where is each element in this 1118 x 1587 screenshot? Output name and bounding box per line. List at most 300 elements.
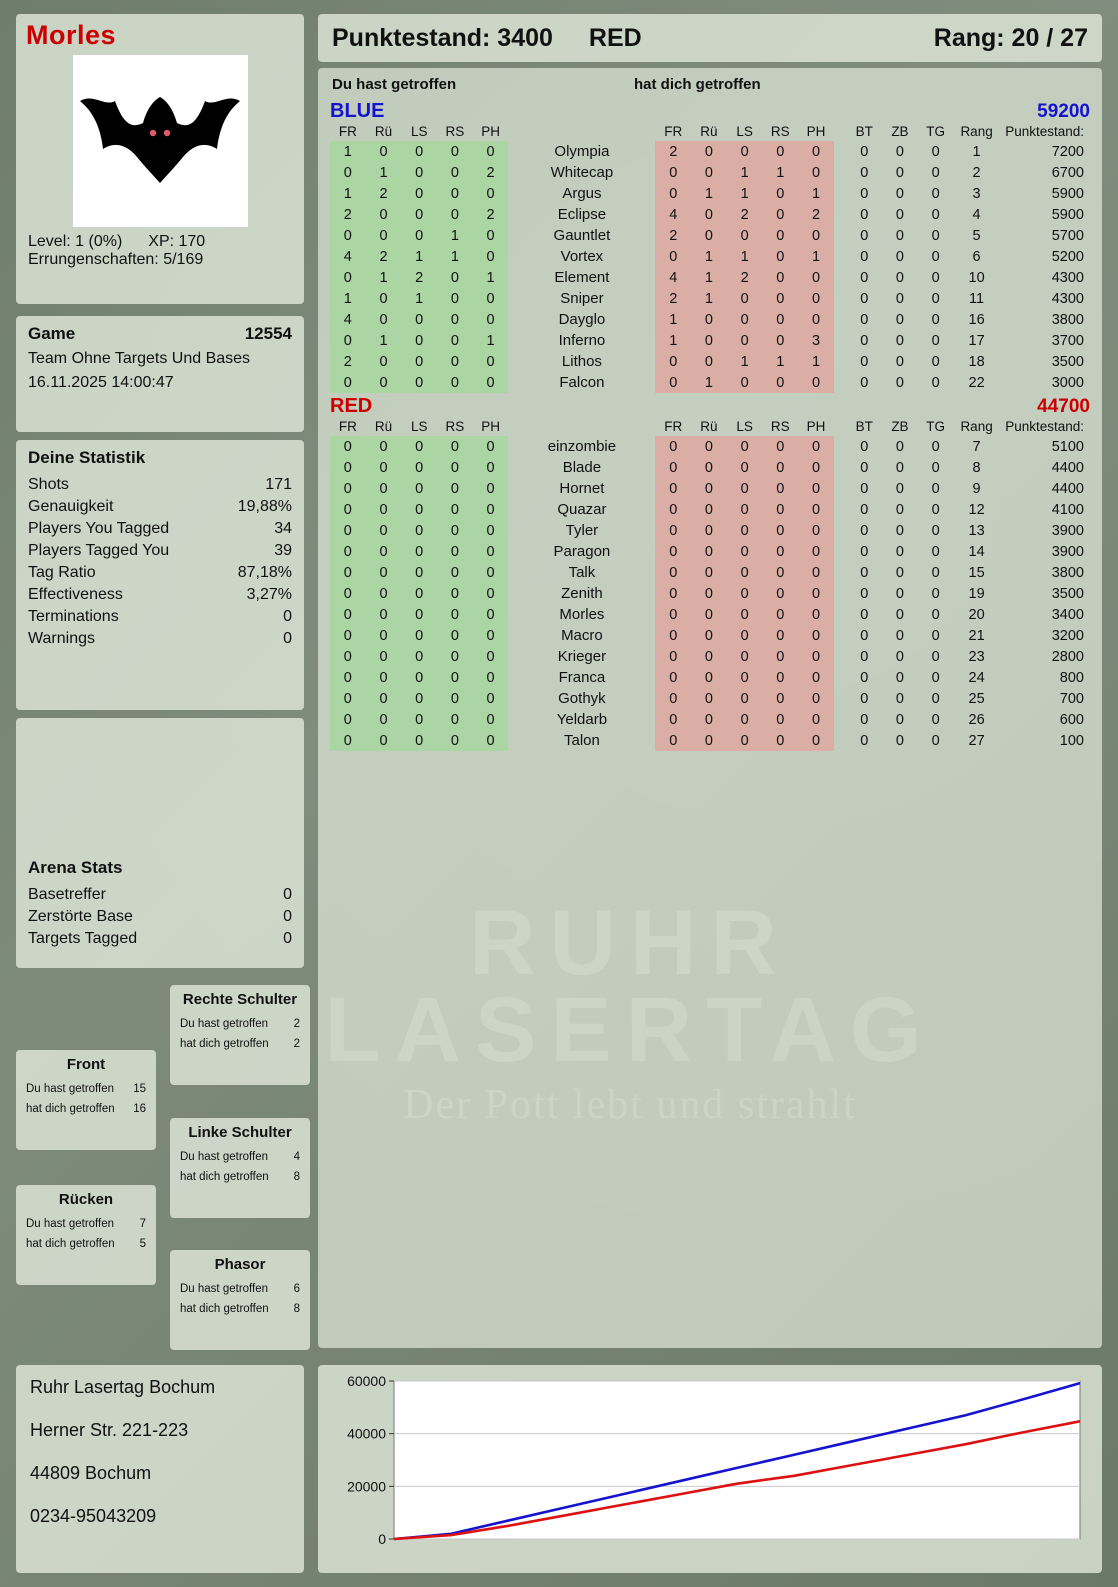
stat-row: [28, 496, 292, 518]
cell-hit-by-you: 0: [366, 141, 402, 162]
cell-hit-you: 0: [798, 709, 834, 730]
col-header-name: [508, 418, 655, 436]
zone-back-got-value: 5: [139, 1238, 146, 1250]
cell-hit-by-you: 0: [366, 604, 402, 625]
cell-hit-by-you: 1: [330, 183, 366, 204]
cell-gap: [834, 520, 847, 541]
cell-hit-you: 0: [691, 583, 727, 604]
cell-rank: 7: [972, 438, 981, 455]
cell-player-name: Olympia: [554, 143, 610, 160]
cell-extra: 0: [931, 374, 940, 391]
cell-extra: 0: [895, 690, 904, 707]
cell-hit-by-you: 0: [330, 267, 366, 288]
col-header: Punktestand:: [1005, 419, 1084, 434]
table-row: [330, 562, 1090, 583]
cell-hit-by-you: 0: [330, 730, 366, 751]
venue-address: [16, 1365, 304, 1573]
cell-hit-you: 0: [691, 541, 727, 562]
cell-hit-by-you: 0: [437, 478, 473, 499]
cell-hit-by-you: 0: [330, 604, 366, 625]
cell-hit-you: 0: [762, 372, 798, 393]
cell-hit-by-you: 0: [473, 457, 509, 478]
cell-hit-by-you: 0: [473, 688, 509, 709]
col-gap: [834, 123, 847, 141]
cell-gap: [834, 562, 847, 583]
cell-hit-you: 0: [727, 688, 763, 709]
cell-extra: 0: [895, 501, 904, 518]
cell-hit-you: 0: [727, 141, 763, 162]
table-row: [330, 246, 1090, 267]
cell-hit-you: 0: [762, 267, 798, 288]
cell-hit-you: 0: [655, 709, 691, 730]
cell-hit-by-you: 1: [473, 267, 509, 288]
stat-value: 0: [283, 908, 292, 925]
cell-extra: 0: [895, 269, 904, 286]
cell-hit-you: 0: [762, 246, 798, 267]
cell-player-name: Whitecap: [550, 164, 614, 181]
col-header: LS: [410, 419, 428, 434]
cell-extra: 0: [931, 459, 940, 476]
cell-hit-you: 2: [798, 204, 834, 225]
cell-hit-by-you: 0: [473, 625, 509, 646]
cell-hit-by-you: 0: [401, 520, 437, 541]
cell-hit-by-you: 0: [330, 520, 366, 541]
col-header: LS: [736, 124, 753, 139]
cell-hit-by-you: 2: [473, 162, 509, 183]
col-gap: [834, 418, 847, 436]
cell-points: 700: [1059, 690, 1084, 707]
game-id: 12554: [244, 324, 292, 343]
zone-front-got-value: 16: [133, 1103, 146, 1115]
cell-hit-by-you: 0: [437, 709, 473, 730]
col-header: PH: [806, 124, 826, 139]
cell-hit-you: 0: [798, 141, 834, 162]
stat-row: [28, 584, 292, 606]
cell-hit-by-you: 0: [366, 667, 402, 688]
cell-extra: 0: [895, 585, 904, 602]
cell-hit-you: 0: [655, 457, 691, 478]
cell-hit-you: 0: [655, 246, 691, 267]
cell-hit-you: 1: [691, 267, 727, 288]
zone-ls-title: Linke Schulter: [188, 1124, 292, 1141]
player-achievements: Errungenschaften: 5/169: [28, 251, 204, 268]
cell-hit-you: 0: [727, 583, 763, 604]
cell-player-name: Tyler: [565, 522, 599, 539]
cell-extra: 0: [931, 311, 940, 328]
cell-hit-by-you: 0: [401, 499, 437, 520]
cell-extra: 0: [895, 185, 904, 202]
cell-extra: 0: [860, 627, 869, 644]
cell-player-name: Falcon: [559, 374, 605, 391]
cell-player-name: Zenith: [561, 585, 603, 602]
zone-back-got-label: hat dich getroffen: [26, 1238, 115, 1250]
zone-ls-hit: [178, 1147, 302, 1167]
cell-points: 800: [1059, 669, 1084, 686]
cell-hit-by-you: 0: [473, 478, 509, 499]
cell-hit-by-you: 0: [437, 457, 473, 478]
cell-points: 3900: [1051, 522, 1084, 539]
cell-extra: 0: [931, 690, 940, 707]
cell-hit-you: 0: [655, 604, 691, 625]
col-header: TG: [926, 124, 946, 139]
zone-front-got-label: hat dich getroffen: [26, 1103, 115, 1115]
col-header: BT: [855, 124, 873, 139]
cell-extra: 0: [860, 501, 869, 518]
zone-back-hit-value: 7: [139, 1218, 146, 1230]
cell-extra: 0: [931, 185, 940, 202]
cell-extra: 0: [931, 290, 940, 307]
cell-gap: [834, 288, 847, 309]
cell-hit-you: 0: [655, 162, 691, 183]
cell-hit-by-you: 1: [401, 288, 437, 309]
score-progress-chart: [318, 1365, 1102, 1573]
cell-extra: 0: [860, 732, 869, 749]
cell-hit-you: 0: [762, 457, 798, 478]
cell-hit-by-you: 0: [401, 604, 437, 625]
zone-front-title: Front: [66, 1056, 106, 1073]
cell-player-name: Paragon: [553, 543, 611, 560]
col-header: PH: [806, 419, 826, 434]
cell-hit-you: 0: [691, 625, 727, 646]
cell-hit-you: 0: [798, 288, 834, 309]
cell-extra: 0: [931, 143, 940, 160]
cell-hit-by-you: 0: [401, 457, 437, 478]
col-header: RS: [445, 419, 465, 434]
col-header: ZB: [891, 419, 909, 434]
cell-hit-by-you: 0: [437, 499, 473, 520]
cell-hit-you: 0: [762, 562, 798, 583]
cell-hit-you: 0: [798, 520, 834, 541]
cell-extra: 0: [860, 459, 869, 476]
zone-rs-hit-label: Du hast getroffen: [180, 1018, 269, 1030]
table-row: [330, 225, 1090, 246]
game-card: [16, 316, 304, 432]
cell-hit-you: 0: [798, 309, 834, 330]
zone-front: [16, 1050, 156, 1150]
cell-hit-by-you: 0: [366, 478, 402, 499]
arena-row: [28, 928, 292, 950]
stat-row: [28, 562, 292, 584]
zone-back-got: [24, 1234, 148, 1254]
cell-hit-by-you: 0: [473, 541, 509, 562]
cell-hit-by-you: 0: [437, 688, 473, 709]
cell-hit-by-you: 0: [473, 646, 509, 667]
cell-extra: 0: [860, 353, 869, 370]
score-bar: [318, 14, 1102, 62]
stat-value: 87,18%: [237, 564, 292, 581]
cell-hit-you: 0: [762, 541, 798, 562]
cell-hit-you: 0: [727, 625, 763, 646]
cell-hit-by-you: 2: [330, 351, 366, 372]
cell-hit-by-you: 0: [401, 225, 437, 246]
team-score: 59200: [1037, 101, 1090, 122]
cell-player-name: Yeldarb: [556, 711, 608, 728]
cell-hit-you: 0: [655, 688, 691, 709]
cell-player-name: einzombie: [547, 438, 617, 455]
cell-points: 5100: [1051, 438, 1084, 455]
zone-front-hit-label: Du hast getroffen: [26, 1083, 115, 1095]
table-header-row: [330, 123, 1090, 141]
cell-hit-you: 1: [798, 246, 834, 267]
stat-row: [28, 540, 292, 562]
cell-hit-you: 0: [727, 436, 763, 457]
cell-hit-you: 3: [798, 330, 834, 351]
cell-extra: 0: [895, 374, 904, 391]
cell-player-name: Quazar: [557, 501, 607, 518]
cell-hit-you: 0: [798, 478, 834, 499]
col-header: Rü: [700, 124, 718, 139]
col-header: RS: [770, 419, 790, 434]
cell-hit-by-you: 0: [366, 499, 402, 520]
cell-hit-you: 1: [691, 288, 727, 309]
zone-ph-got: [178, 1299, 302, 1319]
cell-gap: [834, 604, 847, 625]
cell-points: 3900: [1051, 543, 1084, 560]
cell-hit-by-you: 0: [473, 604, 509, 625]
cell-hit-by-you: 0: [473, 667, 509, 688]
cell-points: 4300: [1051, 290, 1084, 307]
cell-hit-you: 0: [727, 709, 763, 730]
cell-points: 4100: [1051, 501, 1084, 518]
cell-hit-by-you: 0: [330, 436, 366, 457]
cell-hit-you: 0: [691, 499, 727, 520]
cell-hit-you: 2: [655, 225, 691, 246]
cell-hit-you: 0: [798, 583, 834, 604]
cell-extra: 0: [860, 480, 869, 497]
cell-extra: 0: [860, 585, 869, 602]
cell-hit-by-you: 0: [366, 625, 402, 646]
col-header: RS: [770, 124, 790, 139]
cell-extra: 0: [860, 206, 869, 223]
cell-hit-you: 0: [655, 541, 691, 562]
stat-value: 39: [274, 542, 292, 559]
cell-hit-you: 0: [655, 436, 691, 457]
cell-hit-by-you: 0: [330, 372, 366, 393]
cell-hit-you: 0: [727, 520, 763, 541]
arena-row: [28, 884, 292, 906]
cell-hit-you: 0: [762, 688, 798, 709]
cell-extra: 0: [860, 227, 869, 244]
col-header: Rang: [960, 419, 993, 434]
cell-points: 5900: [1051, 185, 1084, 202]
cell-hit-you: 0: [727, 562, 763, 583]
cell-hit-you: 4: [655, 204, 691, 225]
cell-hit-by-you: 0: [473, 351, 509, 372]
cell-points: 7200: [1051, 143, 1084, 160]
cell-extra: 0: [931, 669, 940, 686]
zone-front-hit: [24, 1079, 148, 1099]
cell-player-name: Macro: [561, 627, 603, 644]
cell-gap: [834, 330, 847, 351]
cell-hit-by-you: 2: [366, 183, 402, 204]
cell-hit-you: 0: [798, 372, 834, 393]
cell-hit-you: 1: [727, 162, 763, 183]
cell-hit-you: 0: [762, 730, 798, 751]
cell-hit-by-you: 0: [437, 583, 473, 604]
cell-player-name: Element: [554, 269, 610, 286]
cell-extra: 0: [860, 669, 869, 686]
cell-hit-by-you: 4: [330, 246, 366, 267]
cell-hit-you: 0: [798, 646, 834, 667]
cell-hit-you: 0: [762, 625, 798, 646]
cell-player-name: Hornet: [559, 480, 605, 497]
cell-hit-you: 0: [691, 457, 727, 478]
table-header-row: [330, 418, 1090, 436]
cell-extra: 0: [931, 227, 940, 244]
player-card: [16, 14, 304, 304]
cell-gap: [834, 646, 847, 667]
cell-hit-by-you: 0: [366, 372, 402, 393]
cell-hit-you: 2: [727, 267, 763, 288]
cell-hit-you: 0: [691, 709, 727, 730]
stat-value: 171: [265, 476, 292, 493]
stat-label: Tag Ratio: [28, 564, 96, 581]
cell-extra: 0: [931, 332, 940, 349]
cell-extra: 0: [931, 501, 940, 518]
zone-right-shoulder: [170, 985, 310, 1085]
cell-hit-you: 0: [762, 225, 798, 246]
cell-hit-by-you: 2: [401, 267, 437, 288]
stat-value: 0: [283, 886, 292, 903]
cell-hit-by-you: 0: [366, 730, 402, 751]
table-row: [330, 183, 1090, 204]
game-header: [28, 324, 292, 344]
cell-hit-by-you: 0: [366, 309, 402, 330]
col-header: FR: [664, 419, 683, 434]
cell-gap: [834, 372, 847, 393]
cell-hit-by-you: 0: [401, 541, 437, 562]
table-row: [330, 162, 1090, 183]
cell-hit-by-you: 0: [330, 709, 366, 730]
cell-rank: 11: [969, 290, 985, 307]
cell-hit-by-you: 0: [401, 141, 437, 162]
stat-label: Players Tagged You: [28, 542, 170, 559]
cell-hit-you: 0: [727, 499, 763, 520]
cell-hit-by-you: 0: [473, 436, 509, 457]
cell-gap: [834, 625, 847, 646]
cell-rank: 4: [972, 206, 981, 223]
zone-ls-got-value: 8: [293, 1171, 300, 1183]
cell-hit-you: 0: [798, 457, 834, 478]
table-row: [330, 330, 1090, 351]
cell-hit-by-you: 0: [401, 709, 437, 730]
cell-hit-by-you: 1: [366, 267, 402, 288]
cell-hit-you: 0: [798, 604, 834, 625]
y-tick-label: 40000: [347, 1425, 386, 1442]
cell-hit-by-you: 0: [473, 583, 509, 604]
cell-extra: 0: [931, 248, 940, 265]
zone-rs-got: [178, 1034, 302, 1054]
cell-hit-you: 0: [691, 436, 727, 457]
cell-points: 6700: [1051, 164, 1084, 181]
cell-hit-you: 0: [762, 330, 798, 351]
stat-label: Zerstörte Base: [28, 908, 133, 925]
col-header: Punktestand:: [1005, 124, 1084, 139]
cell-hit-by-you: 0: [437, 141, 473, 162]
cell-points: 3800: [1051, 564, 1084, 581]
cell-hit-you: 0: [691, 667, 727, 688]
cell-player-name: Sniper: [560, 290, 604, 307]
cell-extra: 0: [895, 227, 904, 244]
zone-ls-hit-label: Du hast getroffen: [180, 1151, 269, 1163]
cell-points: 100: [1059, 732, 1084, 749]
cell-hit-by-you: 2: [366, 246, 402, 267]
stat-label: Players You Tagged: [28, 520, 170, 537]
cell-extra: 0: [860, 711, 869, 728]
cell-hit-you: 0: [762, 667, 798, 688]
cell-hit-by-you: 0: [330, 625, 366, 646]
cell-hit-by-you: 1: [473, 330, 509, 351]
col-header: Rü: [700, 419, 718, 434]
cell-extra: 0: [931, 269, 940, 286]
col-header: Rang: [960, 124, 993, 139]
cell-rank: 3: [972, 185, 981, 202]
address-line2: Herner Str. 221-223: [30, 1420, 189, 1440]
table-row: [330, 667, 1090, 688]
label-hit-you: hat dich getroffen: [634, 76, 761, 93]
cell-hit-you: 0: [798, 667, 834, 688]
stat-row: [28, 518, 292, 540]
game-title: Game: [28, 324, 76, 343]
cell-hit-by-you: 0: [473, 499, 509, 520]
cell-extra: 0: [895, 522, 904, 539]
game-mode: Team Ohne Targets Und Bases: [28, 350, 251, 367]
cell-hit-by-you: 0: [330, 457, 366, 478]
table-row: [330, 372, 1090, 393]
cell-hit-you: 0: [762, 309, 798, 330]
cell-hit-by-you: 0: [366, 541, 402, 562]
y-tick-label: 60000: [347, 1373, 386, 1389]
cell-hit-you: 0: [727, 309, 763, 330]
cell-hit-by-you: 0: [330, 162, 366, 183]
cell-hit-by-you: 0: [366, 436, 402, 457]
cell-player-name: Dayglo: [558, 311, 606, 328]
cell-points: 3500: [1051, 585, 1084, 602]
cell-points: 4400: [1051, 480, 1084, 497]
table-row: [330, 730, 1090, 751]
cell-hit-you: 0: [691, 204, 727, 225]
zone-ph-hit-value: 6: [293, 1283, 300, 1295]
cell-extra: 0: [931, 627, 940, 644]
cell-hit-you: 0: [655, 499, 691, 520]
scoreboard-hit-headers: [330, 76, 1090, 98]
cell-extra: 0: [895, 353, 904, 370]
cell-extra: 0: [931, 438, 940, 455]
cell-hit-by-you: 0: [437, 372, 473, 393]
col-header: PH: [481, 419, 500, 434]
cell-hit-by-you: 0: [401, 309, 437, 330]
cell-player-name: Talk: [568, 564, 596, 581]
cell-hit-by-you: 1: [366, 162, 402, 183]
cell-extra: 0: [895, 648, 904, 665]
team-score: 44700: [1037, 396, 1090, 417]
cell-extra: 0: [860, 690, 869, 707]
stat-value: 0: [283, 930, 292, 947]
cell-gap: [834, 183, 847, 204]
col-header: Rü: [374, 124, 393, 139]
table-row: [330, 141, 1090, 162]
cell-hit-by-you: 0: [473, 225, 509, 246]
cell-hit-you: 0: [691, 225, 727, 246]
cell-hit-by-you: 0: [330, 667, 366, 688]
cell-hit-you: 4: [655, 267, 691, 288]
cell-points: 3800: [1051, 311, 1084, 328]
team-table: [330, 418, 1090, 751]
cell-extra: 0: [860, 164, 869, 181]
cell-hit-you: 0: [798, 267, 834, 288]
zone-back-hit-label: Du hast getroffen: [26, 1218, 115, 1230]
cell-rank: 8: [972, 459, 981, 476]
